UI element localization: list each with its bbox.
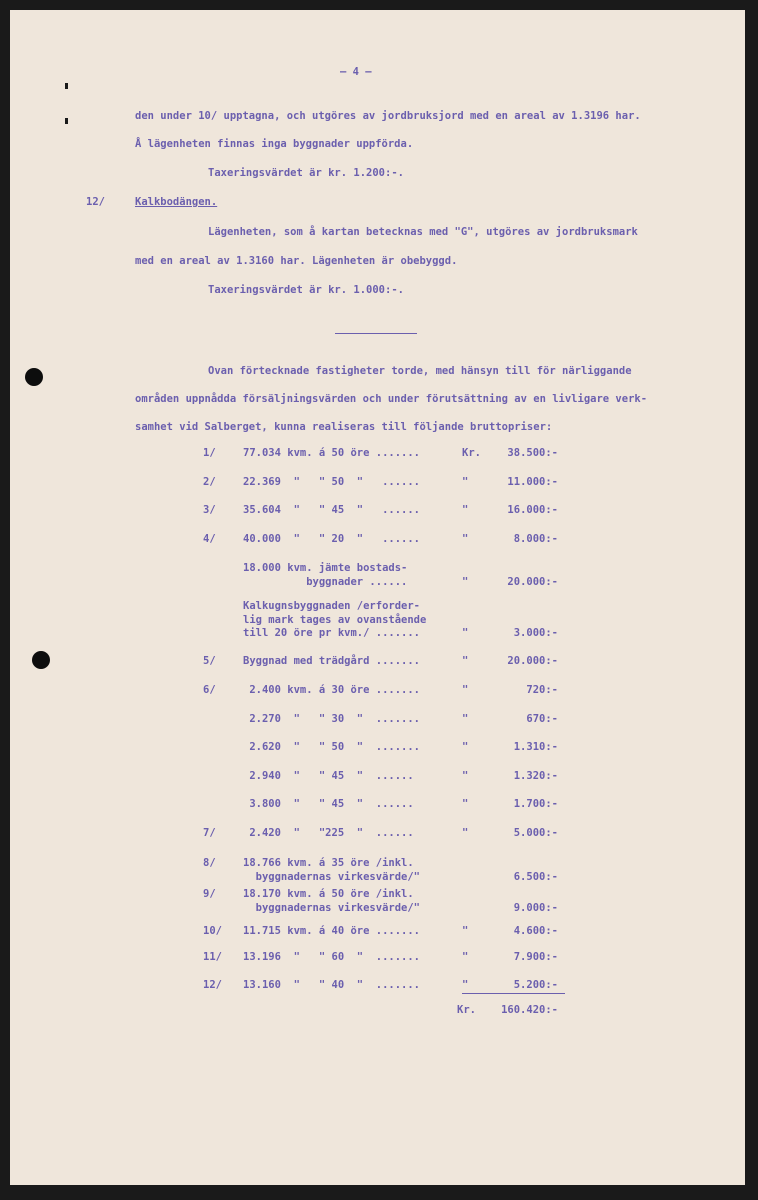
row-number: 2/: [203, 476, 216, 488]
row-description: 22.369 " " 50 " ......: [243, 476, 421, 488]
page-number: — 4 —: [340, 66, 372, 78]
row-unit: ": [462, 770, 469, 782]
paragraph-line: med en areal av 1.3160 har. Lägenheten är obebyggd.: [135, 255, 458, 267]
item-title: Kalkbodängen.: [135, 196, 218, 208]
row-amount: 8.000:-: [513, 533, 558, 545]
row-number: 7/: [203, 827, 216, 839]
row-amount: 16.000:-: [507, 504, 558, 516]
row-unit: ": [462, 925, 469, 937]
row-number: 11/: [203, 951, 222, 963]
row-unit: ": [462, 684, 469, 696]
row-unit: ": [462, 533, 469, 545]
row-amount: 38.500:-: [507, 447, 558, 459]
row-amount: 20.000:-: [507, 575, 558, 588]
paragraph-line: Ovan förtecknade fastigheter torde, med hänsyn till för närliggande: [208, 365, 632, 377]
tax-value-line: Taxeringsvärdet är kr. 1.200:-.: [208, 167, 404, 179]
paragraph-line: Lägenheten, som å kartan betecknas med "G", utgöres av jordbruksmark: [208, 226, 638, 238]
row-amount: 720:-: [526, 684, 558, 696]
paragraph-line: samhet vid Salberget, kunna realiseras till följande bruttopriser:: [135, 421, 553, 433]
punch-hole-bottom: [32, 651, 50, 669]
total-label: Kr.: [457, 1004, 476, 1016]
row-unit: ": [462, 827, 469, 839]
row-amount: 4.600:-: [513, 925, 558, 937]
paragraph-line: områden uppnådda försäljningsvärden och under förutsättning av en livligare verk-: [135, 393, 648, 405]
row-amount: 20.000:-: [507, 655, 558, 667]
row-number: 4/: [203, 533, 216, 545]
row-amount: 7.900:-: [513, 951, 558, 963]
row-number: 12/: [203, 979, 222, 991]
row-number: 5/: [203, 655, 216, 667]
row-number: 10/: [203, 925, 222, 937]
row-description: 18.000 kvm. jämte bostads- byggnader ......: [243, 562, 408, 588]
row-amount: 9.000:-: [513, 901, 558, 914]
row-unit: ": [462, 655, 469, 667]
row-amount: 6.500:-: [513, 870, 558, 883]
row-description: 18.766 kvm. á 35 öre /inkl. byggnadernas virkesvärde/": [243, 857, 421, 883]
row-description: 2.270 " " 30 " .......: [243, 713, 421, 725]
row-amount: 5.000:-: [513, 827, 558, 839]
margin-mark: [65, 118, 68, 124]
row-number: 8/: [203, 857, 216, 869]
row-description: 11.715 kvm. á 40 öre .......: [243, 925, 421, 937]
total-amount: 160.420:-: [501, 1004, 558, 1016]
row-number: 9/: [203, 888, 216, 900]
row-description: Byggnad med trädgård .......: [243, 655, 421, 667]
row-amount: 1.700:-: [513, 798, 558, 810]
row-amount: 11.000:-: [507, 476, 558, 488]
row-unit: ": [462, 504, 469, 516]
row-description: 3.800 " " 45 " ......: [243, 798, 414, 810]
row-number: 3/: [203, 504, 216, 516]
row-unit: ": [462, 741, 469, 753]
item-number: 12/: [86, 196, 105, 208]
row-number: 6/: [203, 684, 216, 696]
row-description: 13.196 " " 60 " .......: [243, 951, 421, 963]
row-amount: 5.200:-: [513, 979, 558, 991]
sum-rule: [462, 993, 565, 994]
row-unit: ": [462, 798, 469, 810]
document-page: [10, 10, 745, 1185]
row-description: 2.940 " " 45 " ......: [243, 770, 414, 782]
punch-hole-top: [25, 368, 43, 386]
row-unit: ": [462, 575, 469, 588]
row-amount: 1.310:-: [513, 741, 558, 753]
row-unit: ": [462, 979, 469, 991]
paragraph-line: Å lägenheten finnas inga byggnader uppförda.: [135, 138, 414, 150]
row-number: 1/: [203, 447, 216, 459]
row-amount: 1.320:-: [513, 770, 558, 782]
row-description: 40.000 " " 20 " ......: [243, 533, 421, 545]
row-description: 2.400 kvm. á 30 öre .......: [243, 684, 421, 696]
row-unit: Kr.: [462, 447, 481, 459]
row-description: Kalkugnsbyggnaden /erforder- lig mark tages av ovanstående till 20 öre pr kvm./ .......: [243, 600, 427, 639]
row-description: 13.160 " " 40 " .......: [243, 979, 421, 991]
row-amount: 670:-: [526, 713, 558, 725]
margin-mark: [65, 83, 68, 89]
row-description: 18.170 kvm. á 50 öre /inkl. byggnadernas virkesvärde/": [243, 888, 421, 914]
tax-value-line: Taxeringsvärdet är kr. 1.000:-.: [208, 284, 404, 296]
section-divider: [335, 333, 417, 334]
row-description: 35.604 " " 45 " ......: [243, 504, 421, 516]
row-unit: ": [462, 713, 469, 725]
row-amount: 3.000:-: [513, 627, 558, 639]
row-unit: ": [462, 951, 469, 963]
paragraph-line: den under 10/ upptagna, och utgöres av jordbruksjord med en areal av 1.3196 har.: [135, 110, 641, 122]
row-description: 2.620 " " 50 " .......: [243, 741, 421, 753]
row-unit: ": [462, 476, 469, 488]
row-description: 2.420 " "225 " ......: [243, 827, 414, 839]
row-description: 77.034 kvm. á 50 öre .......: [243, 447, 421, 459]
row-unit: ": [462, 627, 469, 639]
